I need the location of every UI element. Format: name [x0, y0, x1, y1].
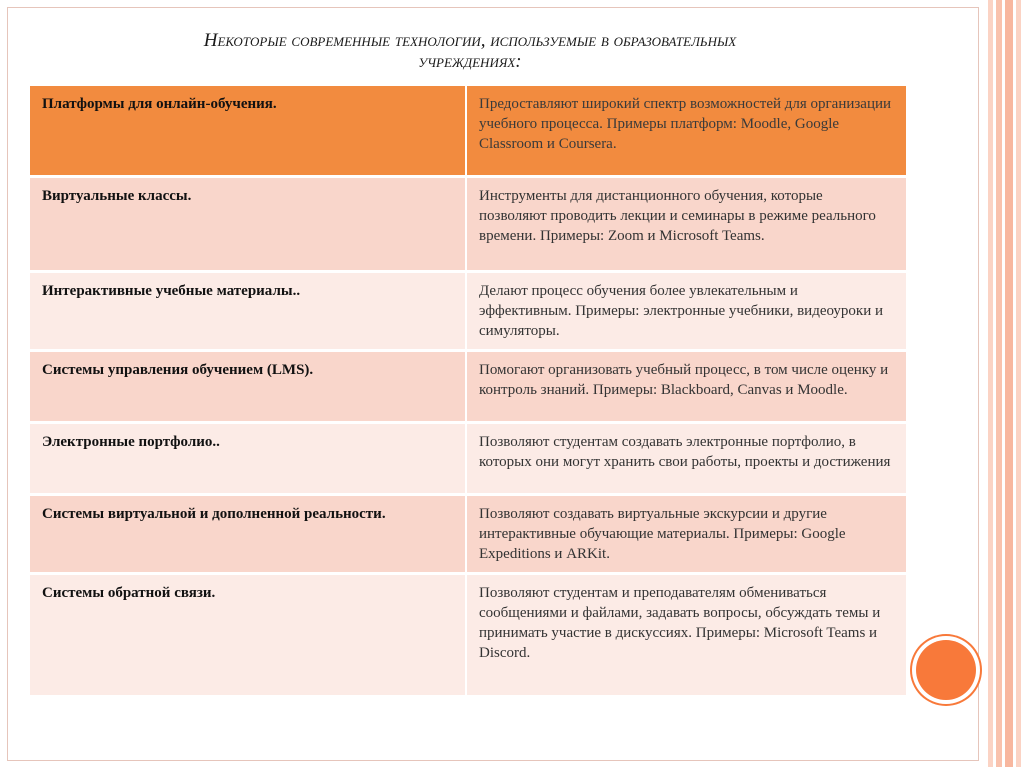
- table-row: [30, 573, 906, 696]
- technology-description: Инструменты для дистанционного обучения, которые позволяют проводить лекции и семинары в режиме реального времени. Примеры: Zoom и Microsoft Teams.: [466, 176, 906, 271]
- slide-title-line-1: Некоторые современные технологии, используемые в образовательных: [203, 30, 737, 51]
- technology-name: Системы виртуальной и дополненной реальности.: [30, 494, 466, 573]
- technology-name: Системы управления обучением (LMS).: [30, 350, 466, 422]
- technology-description: Позволяют студентам создавать электронные портфолио, в которых они могут хранить свои работы, проекты и достижения: [466, 422, 906, 494]
- decorative-side-stripes: [984, 0, 1024, 767]
- table-row: [30, 271, 906, 350]
- table-row: [30, 176, 906, 271]
- technology-description: Позволяют студентам и преподавателям обмениваться сообщениями и файлами, задавать вопросы, обсуждать темы и принимать участие в дискуссиях. Примеры: Microsoft Teams и Discord.: [466, 573, 906, 696]
- technology-name: Системы обратной связи.: [30, 573, 466, 696]
- technologies-table: [30, 86, 906, 698]
- technology-name: Электронные портфолио..: [30, 422, 466, 494]
- table-row: [30, 422, 906, 494]
- technology-description: Предоставляют широкий спектр возможностей для организации учебного процесса. Примеры платформ: Moodle, Google Classroom и Coursera.: [466, 86, 906, 176]
- table-row: [30, 350, 906, 422]
- technology-name: Интерактивные учебные материалы..: [30, 271, 466, 350]
- decorative-orange-circle: [916, 640, 976, 700]
- technology-description: Делают процесс обучения более увлекательным и эффективным. Примеры: электронные учебники, видеоуроки и симуляторы.: [466, 271, 906, 350]
- table-row: [30, 494, 906, 573]
- technology-name: Виртуальные классы.: [30, 176, 466, 271]
- table-row: [30, 86, 906, 176]
- technology-description: Помогают организовать учебный процесс, в том числе оценку и контроль знаний. Примеры: Blackboard, Canvas и Moodle.: [466, 350, 906, 422]
- slide-title-line-2: учреждениях:: [418, 51, 522, 72]
- technology-description: Позволяют создавать виртуальные экскурсии и другие интерактивные обучающие материалы. Примеры: Google Expeditions и ARKit.: [466, 494, 906, 573]
- technology-name: Платформы для онлайн-обучения.: [30, 86, 466, 176]
- slide-title: [60, 30, 880, 72]
